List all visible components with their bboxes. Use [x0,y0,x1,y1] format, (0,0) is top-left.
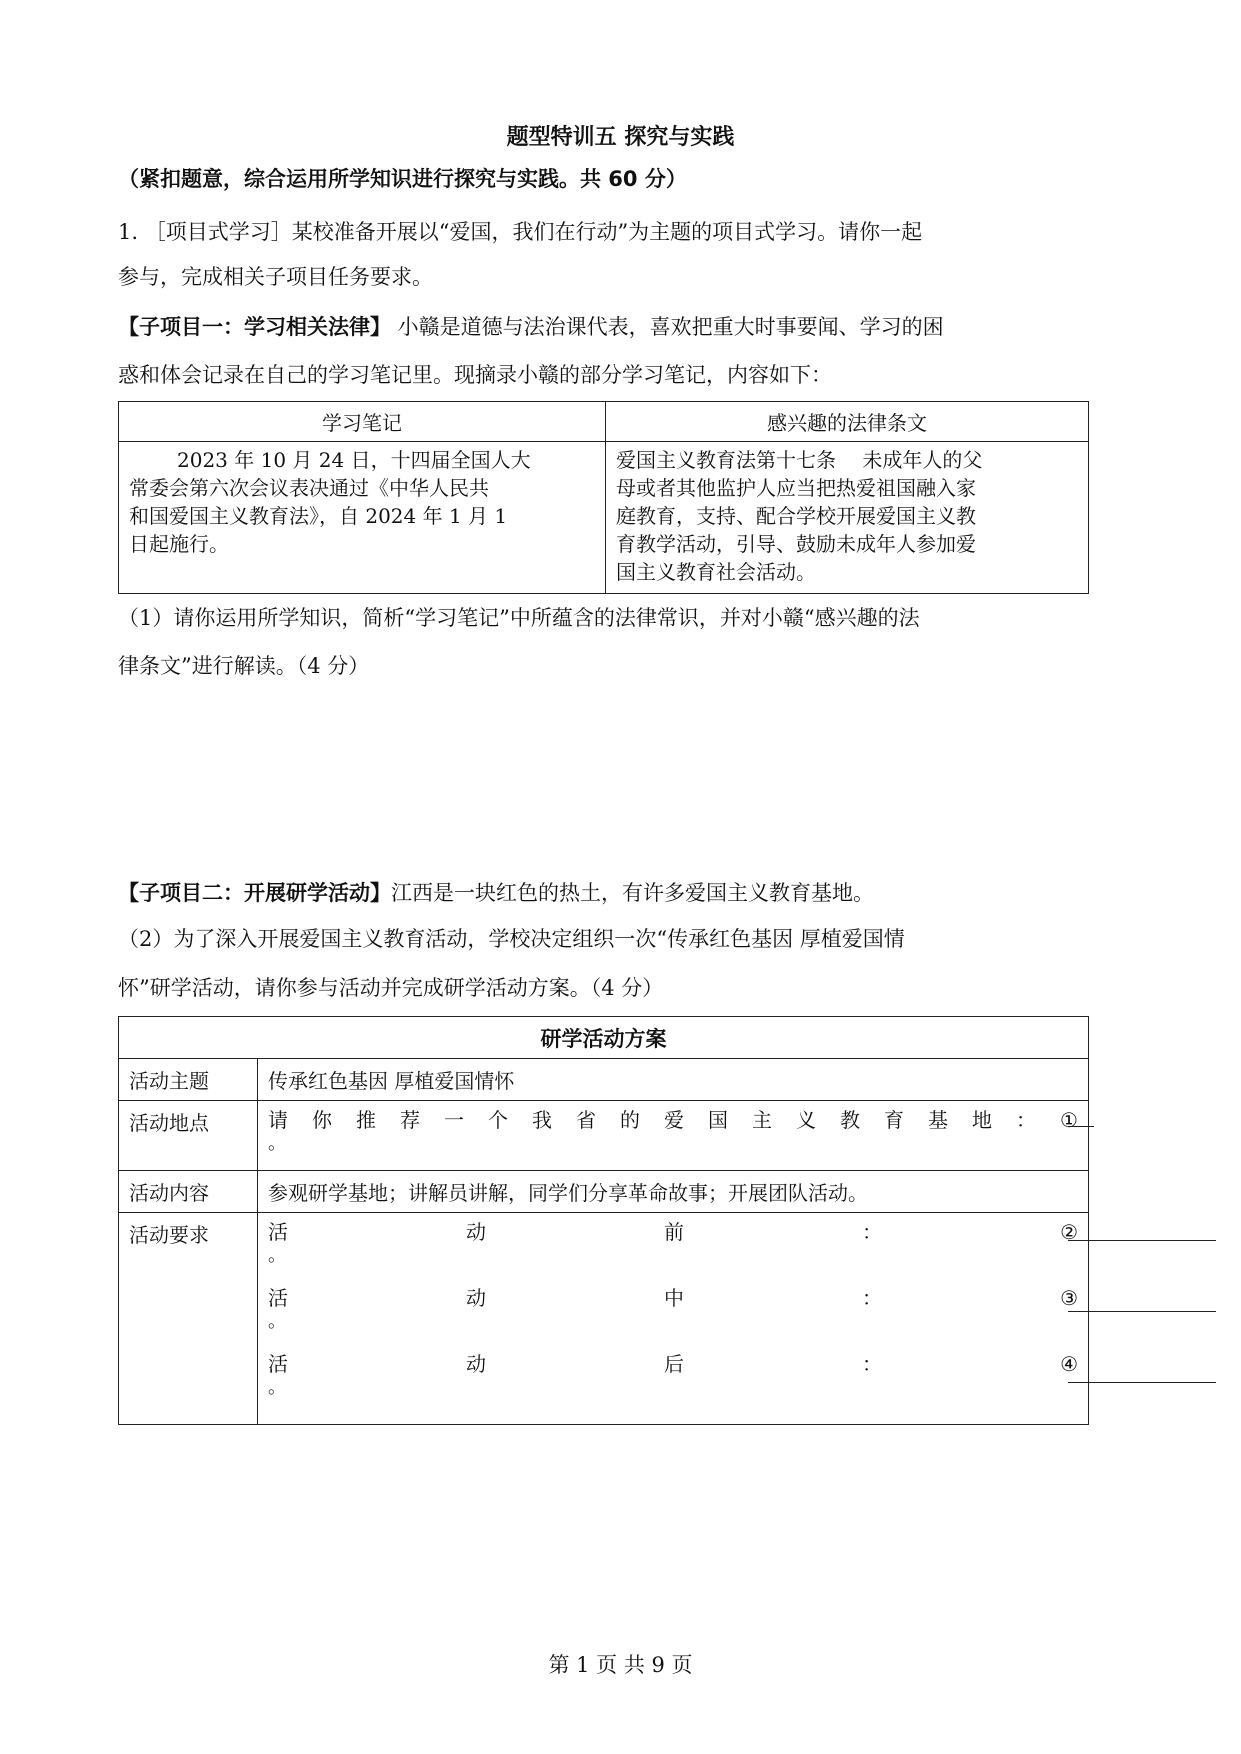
place-char: 你 [312,1108,332,1132]
q1-2-line2: 怀”研学活动，请你参与活动并完成研学活动方案。（4 分） [118,976,664,1000]
req-char: 动 [466,1286,487,1310]
study-plan-table [118,1016,1089,1425]
req-char: 动 [466,1220,487,1244]
content-label: 活动内容 [119,1171,258,1213]
study-notes-table [118,401,1089,594]
req-char: ② [1060,1220,1078,1244]
place-char: ： [1016,1108,1036,1132]
place-char: 的 [620,1108,640,1132]
q1-line1: 1. ［项目式学习］某校准备开展以“爱国，我们在行动”为主题的项目式学习。请你一起 [118,220,923,244]
law-line: 国主义教育社会活动。 [616,560,816,584]
req-char: 活 [268,1286,288,1310]
law-line: 育教学活动，引导、鼓励未成年人参加爱 [616,532,976,556]
answer-blank-2[interactable] [1068,1240,1216,1241]
answer-blank-3[interactable] [1068,1311,1216,1312]
place-char: 地 [972,1108,992,1132]
place-char: 义 [796,1108,816,1132]
req-end: 。 [268,1245,286,1266]
sub1-heading: 【子项目一：学习相关法律】 [118,315,391,339]
requirements-cell [258,1213,1089,1425]
req-char: 后 [664,1352,685,1376]
page-title: 题型特训五 探究与实践 [506,125,735,150]
q1-2-line1: （2）为了深入开展爱国主义教育活动，学校决定组织一次“传承红色基因 厚植爱国情 [118,927,905,951]
place-char: 荐 [400,1108,420,1132]
req-char: 活 [268,1352,288,1376]
notes-line: 2023 年 10 月 24 日，十四届全国人大 [177,448,531,472]
place-char: 请 [268,1108,288,1132]
theme-value: 传承红色基因 厚植爱国情怀 [258,1059,1089,1101]
req-char: 动 [466,1352,487,1376]
notes-line: 常委会第六次会议表决通过《中华人民共 [129,476,489,500]
req-char: ： [862,1352,883,1376]
req-after-prompt [268,1351,1078,1377]
req-end: 。 [268,1311,286,1332]
notes-line: 日起施行。 [129,532,229,556]
place-char: 我 [532,1108,552,1132]
req-char: 前 [664,1220,685,1244]
place-end: 。 [268,1133,286,1154]
q1-line2: 参与，完成相关子项目任务要求。 [118,265,433,289]
law-line: 爱国主义教育法第十七条 未成年人的父 [616,448,983,472]
requirements-label: 活动要求 [119,1213,258,1425]
place-label: 活动地点 [119,1101,258,1171]
req-before [268,1219,1078,1267]
req-end: 。 [268,1377,286,1398]
law-line: 庭教育，支持、配合学校开展爱国主义教 [616,504,976,528]
answer-blank-4[interactable] [1068,1382,1216,1383]
req-char: ④ [1060,1352,1078,1376]
place-char: ① [1060,1108,1078,1132]
place-char: 省 [576,1108,596,1132]
sub1-text1: 小赣是道德与法治课代表，喜欢把重大时事要闻、学习的困 [391,315,944,339]
sub1-line1 [118,314,944,340]
table1-header-notes: 学习笔记 [119,402,606,442]
req-after [268,1351,1078,1399]
table1-header-law: 感兴趣的法律条文 [606,402,1089,442]
sub1-line2: 惑和体会记录在自己的学习笔记里。现摘录小赣的部分学习笔记，内容如下： [118,363,832,387]
q1-1-line1: （1）请你运用所学知识，简析“学习笔记”中所蕴含的法律常识，并对小赣“感兴趣的法 [118,606,920,630]
req-char: ③ [1060,1286,1078,1310]
req-char: 中 [664,1286,685,1310]
instructions: （紧扣题意，综合运用所学知识进行探究与实践。共 60 分） [118,167,687,191]
req-char: ： [862,1220,883,1244]
sub2-heading: 【子项目二：开展研学活动】 [118,881,391,905]
plan-table-title: 研学活动方案 [119,1017,1089,1059]
req-char: 活 [268,1220,288,1244]
req-during-prompt [268,1285,1078,1311]
page-footer: 第 1 页 共 9 页 [548,1653,693,1677]
table1-law-cell [606,442,1089,594]
q1-1-line2: 律条文”进行解读。（4 分） [118,654,370,678]
place-char: 主 [752,1108,772,1132]
law-line: 母或者其他监护人应当把热爱祖国融入家 [616,476,976,500]
content-value: 参观研学基地；讲解员讲解，同学们分享革命故事；开展团队活动。 [258,1171,1089,1213]
place-char: 教 [840,1108,860,1132]
table1-notes-cell [119,442,606,594]
req-char: ： [862,1286,883,1310]
place-char: 一 [444,1108,464,1132]
sub2-text: 江西是一块红色的热土，有许多爱国主义教育基地。 [391,881,874,905]
req-during [268,1285,1078,1333]
notes-line: 和国爱国主义教育法》，自 2024 年 1 月 1 [129,504,508,528]
place-char: 个 [488,1108,508,1132]
place-char: 基 [928,1108,948,1132]
place-cell [258,1101,1089,1171]
place-char: 爱 [664,1108,684,1132]
req-before-prompt [268,1219,1078,1245]
theme-label: 活动主题 [119,1059,258,1101]
place-char: 育 [884,1108,904,1132]
sub2-line [118,880,874,906]
place-char: 推 [356,1108,376,1132]
place-prompt [268,1107,1078,1133]
place-char: 国 [708,1108,728,1132]
answer-blank-1[interactable] [1068,1126,1094,1127]
